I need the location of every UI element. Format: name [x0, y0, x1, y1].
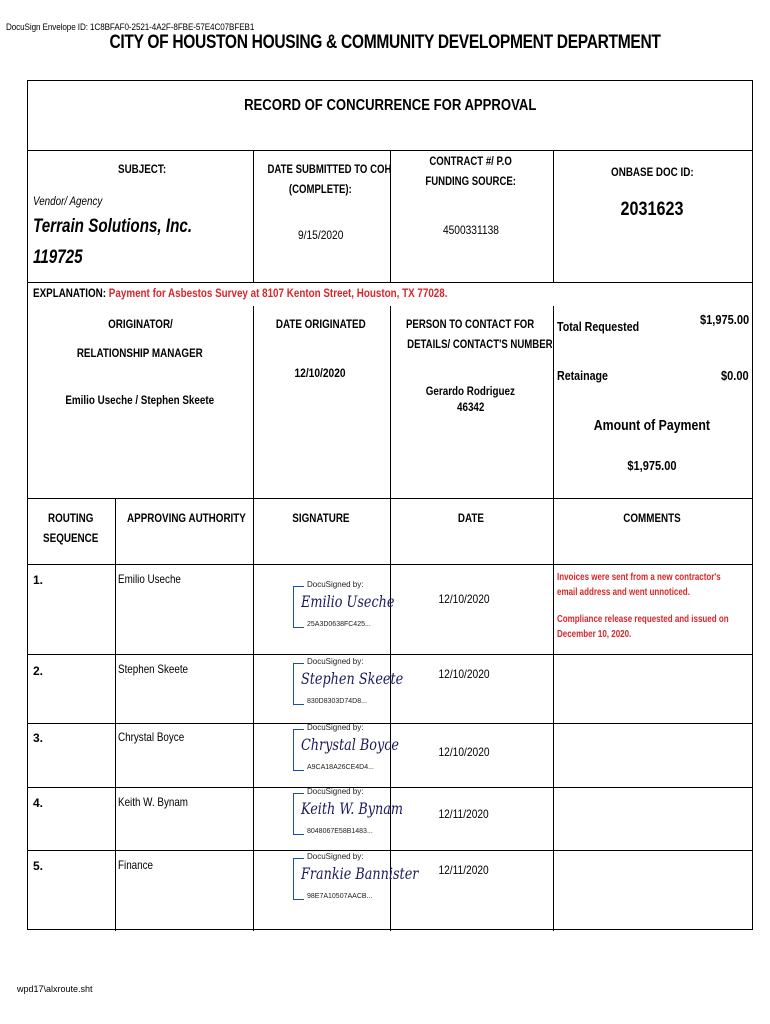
amount-of-payment-label: Amount of Payment [593, 417, 711, 434]
onbase-label: ONBASE DOC ID: [610, 165, 694, 179]
date-3: 12/10/2020 [438, 745, 490, 759]
date-5: 12/11/2020 [438, 863, 490, 877]
routing-seq-4: 4. [33, 796, 44, 810]
retainage-label: Retainage [557, 368, 608, 383]
total-requested-value: $1,975.00 [700, 312, 750, 327]
authority-1: Emilio Useche [118, 572, 181, 586]
vendor-name: Terrain Solutions, Inc. [33, 216, 193, 237]
date-originated-value: 12/10/2020 [294, 366, 347, 380]
comment-1b: Compliance release requested and issued on December 10, 2020. [557, 614, 729, 640]
signature-image: Chrystal Boyce [301, 735, 399, 754]
date-header: DATE [457, 511, 484, 525]
routing-seq-2: 2. [33, 664, 44, 678]
contract-label: CONTRACT #/ P.O FUNDING SOURCE: [425, 154, 516, 188]
docusigned-label: DocuSigned by: [307, 852, 364, 861]
originator-value: Emilio Useche / Stephen Skeete [65, 393, 215, 407]
footer-file-ref: wpd17\alxroute.sht [17, 984, 93, 994]
signature-image: Emilio Useche [301, 592, 395, 611]
signature-image: Stephen Skeete [301, 669, 404, 688]
signature-hash: A9CA18A26CE4D4... [307, 764, 374, 771]
date-2: 12/10/2020 [438, 667, 490, 681]
explanation-label: EXPLANATION: [33, 286, 107, 300]
signature-image: Frankie Bannister [301, 864, 419, 883]
comment-1a: Invoices were sent from a new contractor's email address and went unnoticed. [557, 572, 721, 598]
authority-5: Finance [118, 858, 154, 872]
routing-seq-1: 1. [33, 573, 44, 587]
contract-value: 4500331138 [442, 223, 499, 237]
docusigned-label: DocuSigned by: [307, 580, 364, 589]
date-submitted-label: DATE SUBMITTED TO COH (COMPLETE): [267, 162, 392, 196]
date-originated-label: DATE ORIGINATED [275, 317, 366, 331]
routing-sequence-header: ROUTING SEQUENCE [43, 511, 99, 545]
vendor-number: 119725 [33, 247, 83, 268]
comments-header: COMMENTS [623, 511, 681, 525]
total-requested-label: Total Requested [557, 319, 640, 334]
department-title: CITY OF HOUSTON HOUSING & COMMUNITY DEVELOPMENT DEPARTMENT [109, 32, 661, 53]
date-4: 12/11/2020 [438, 807, 490, 821]
docusigned-label: DocuSigned by: [307, 723, 364, 732]
amount-of-payment-value: $1,975.00 [627, 458, 677, 473]
authority-3: Chrystal Boyce [118, 730, 185, 744]
approving-authority-header: APPROVING AUTHORITY [127, 511, 246, 525]
retainage-value: $0.00 [721, 368, 749, 383]
routing-seq-3: 3. [33, 731, 44, 745]
contact-label: PERSON TO CONTACT FOR DETAILS/ CONTACT'S NUMBER [406, 317, 553, 351]
explanation-row [33, 286, 447, 300]
authority-2: Stephen Skeete [118, 662, 189, 676]
signature-hash: 25A3D0638FC425... [307, 621, 371, 628]
signature-image: Keith W. Bynam [301, 799, 404, 818]
onbase-value: 2031623 [620, 199, 684, 220]
signature-hash: 8048067E58B1483... [307, 828, 373, 835]
signature-hash: 98E7A10507AACB... [307, 893, 373, 900]
date-submitted-value: 9/15/2020 [297, 228, 344, 242]
explanation-text: Payment for Asbestos Survey at 8107 Kenton Street, Houston, TX 77028. [108, 286, 448, 300]
docusigned-label: DocuSigned by: [307, 787, 364, 796]
vendor-label: Vendor/ Agency [33, 194, 103, 208]
subject-label: SUBJECT: [118, 162, 167, 176]
signature-header: SIGNATURE [291, 511, 350, 525]
authority-4: Keith W. Bynam [118, 795, 189, 809]
contact-value: Gerardo Rodriguez 46342 [425, 384, 516, 414]
envelope-id: DocuSign Envelope ID: 1C8BFAF0-2521-4A2F-8FBE-57E4C07BFEB1 [6, 22, 255, 32]
form-title: RECORD OF CONCURRENCE FOR APPROVAL [243, 97, 537, 114]
originator-label: ORIGINATOR/ RELATIONSHIP MANAGER [77, 317, 203, 360]
routing-seq-5: 5. [33, 859, 44, 873]
docusigned-label: DocuSigned by: [307, 657, 364, 666]
signature-hash: 830D8303D74D8... [307, 698, 367, 705]
date-1: 12/10/2020 [438, 592, 490, 606]
